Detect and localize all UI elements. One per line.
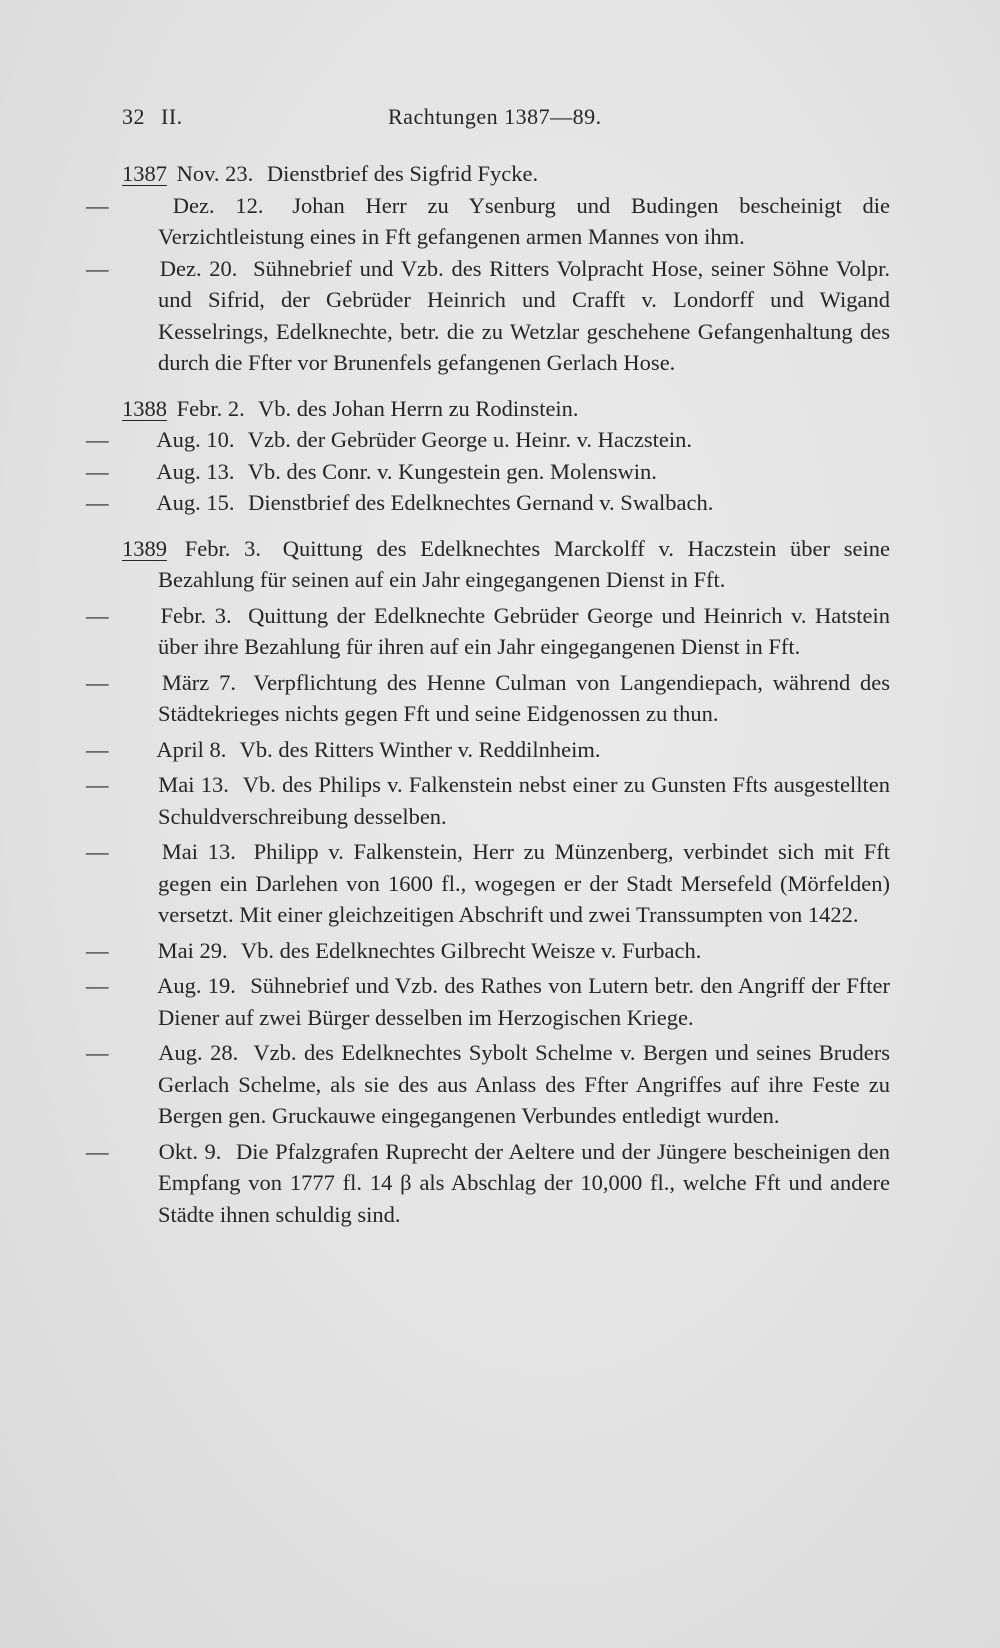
ditto-dash: —: [86, 973, 109, 998]
entry: [86, 487, 890, 519]
entry: [86, 836, 890, 931]
entry-date: Dez. 20.: [159, 255, 238, 281]
entry-date: Dez. 12.: [172, 192, 264, 218]
entry-text: Johan Herr zu Ysenburg und Budingen bescheinigt die Verzichtleistung eines in Fft gefangenen armen Mannes von ihm.: [158, 192, 890, 249]
entry-text: Quittung der Edelknechte Gebrüder George und Heinrich v. Hatstein über ihre Bezahlung für ihren auf ein Jahr eingegangenen Dienst in Fft.: [158, 602, 890, 659]
entry: [86, 456, 890, 488]
entry: [122, 158, 890, 190]
entry: [86, 1037, 891, 1132]
entry-text: Vb. des Johan Herrn zu Rodinstein.: [257, 395, 579, 421]
entry-year: 1387: [122, 161, 167, 186]
entry-text: Vzb. des Edelknechtes Sybolt Schelme v. Bergen und seines Bruders Gerlach Schelme, als sie des aus Anlass des Ffter Angriffes auf ihre Feste zu Bergen gen. Gruckauwe eingegangenen Verbundes entledigt wurden.: [158, 1040, 891, 1128]
ditto-dash: —: [86, 602, 109, 628]
ditto-dash: —: [86, 255, 109, 281]
entry-text: Vb. des Edelknechtes Gilbrecht Weisze v. Furbach.: [240, 937, 702, 963]
entry-year: 1388: [122, 395, 167, 421]
entry-text: Verpflichtung des Henne Culman von Langendiepach, während des Städtekrieges nichts gegen Fft und seine Eidgenossen zu thun.: [158, 669, 890, 726]
entry-text: Vzb. der Gebrüder George u. Heinr. v. Haczstein.: [247, 427, 692, 452]
entry: [86, 769, 891, 832]
entry-text: Die Pfalzgrafen Ruprecht der Aeltere und der Jüngere bescheinigen den Empfang von 1777 fl. 14 β als Abschlag der 10,000 fl., welche Fft und andere Städte ihnen schuldig sind.: [158, 1138, 891, 1227]
year-group: [86, 533, 891, 1231]
ditto-dash: —: [86, 772, 109, 797]
entry-date: Aug. 10.: [156, 427, 235, 452]
entry-year: 1389: [122, 535, 167, 561]
page-number: 32: [122, 104, 145, 129]
entry: [86, 667, 890, 730]
entry-date: Aug. 19.: [157, 973, 236, 998]
entry-text: Quittung des Edelknechtes Marckolff v. Haczstein über seine Bezahlung für seinen auf ein Jahr eingegangenen Dienst in Fft.: [158, 535, 891, 592]
entry-date: Febr. 2.: [176, 395, 245, 421]
entry-date: Febr. 3.: [160, 602, 232, 628]
entry-date: Aug. 13.: [156, 458, 235, 484]
entry-date: Okt. 9.: [158, 1138, 222, 1164]
entry-text: Philipp v. Falkenstein, Herr zu Münzenberg, verbindet sich mit Fft gegen ein Darlehen von 1600 fl., wogegen er der Stadt Mersefeld (Mörfelden) versetzt. Mit einer gleichzeitigen Abschrift und zwei Transsumpten von 1422.: [158, 839, 890, 927]
ditto-dash: —: [86, 937, 109, 963]
entry-date: Mai 13.: [161, 839, 236, 864]
ditto-dash: —: [86, 736, 109, 762]
entry-date: Aug. 15.: [156, 490, 235, 515]
entry: [86, 600, 890, 663]
year-group: [86, 393, 890, 519]
entry: [86, 190, 890, 253]
entry-text: Sühnebrief und Vzb. des Rathes von Lutern betr. den Angriff der Ffter Diener auf zwei Bürger desselben im Herzogischen Kriege.: [158, 973, 891, 1030]
ditto-dash: —: [86, 1040, 109, 1065]
ditto-dash: —: [86, 839, 109, 864]
running-title: Rachtungen 1387—89.: [388, 104, 602, 129]
entry-date: Aug. 28.: [158, 1040, 239, 1065]
entry: [122, 393, 890, 425]
entry: [86, 1136, 891, 1231]
entry: [122, 533, 890, 596]
ditto-dash: —: [86, 1138, 109, 1164]
entry-date: Nov. 23.: [176, 161, 254, 186]
entry: [86, 424, 890, 456]
entry-date: März 7.: [161, 669, 236, 695]
entry: [86, 734, 890, 766]
entry-date: Mai 13.: [158, 772, 229, 797]
entry-date: Mai 29.: [157, 937, 228, 963]
entry-text: Vb. des Ritters Winther v. Reddilnheim.: [239, 736, 601, 762]
entry-date: April 8.: [156, 736, 227, 762]
ditto-dash: —: [86, 427, 109, 452]
document-body: [86, 158, 891, 1244]
entry: [86, 253, 890, 379]
entry-text: Sühnebrief und Vzb. des Ritters Volpracht Hose, seiner Söhne Volpr. und Sifrid, der Gebrüder Heinrich und Crafft v. Londorff und Wigand Kesselrings, Edelknechte, betr. die zu Wetzlar geschehene Gefangenhaltung des durch die Ffter vor Brunenfels gefangenen Gerlach Hose.: [158, 255, 890, 375]
entry-text: Dienstbrief des Edelknechtes Gernand v. Swalbach.: [248, 490, 714, 515]
ditto-dash: —: [86, 458, 109, 484]
entry: [86, 970, 891, 1033]
entry: [86, 935, 890, 967]
entry-date: Febr. 3.: [184, 535, 261, 561]
entry-text: Vb. des Philips v. Falkenstein nebst einer zu Gunsten Ffts ausgestellten Schuldverschreibung desselben.: [158, 772, 891, 829]
entry-text: Vb. des Conr. v. Kungestein gen. Molenswin.: [247, 458, 657, 484]
ditto-dash: —: [86, 192, 109, 218]
section-number: II.: [161, 104, 183, 129]
year-group: [86, 158, 890, 379]
running-head: [122, 104, 632, 130]
entry-text: Dienstbrief des Sigfrid Fycke.: [266, 161, 539, 186]
ditto-dash: —: [86, 669, 109, 695]
ditto-dash: —: [86, 490, 109, 515]
